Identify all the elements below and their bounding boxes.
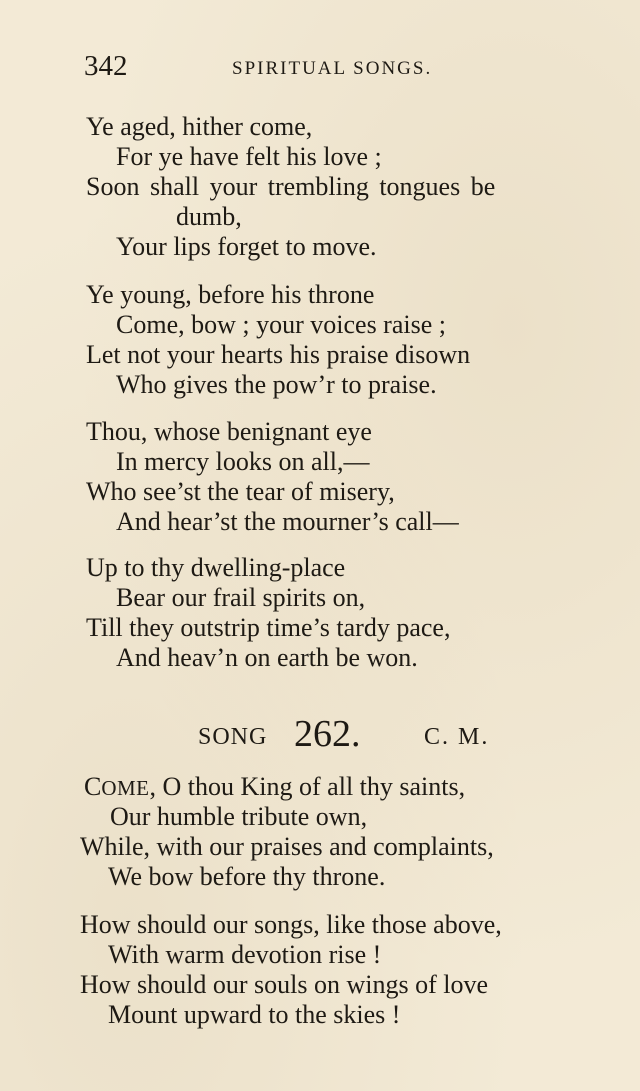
verse-line-first: [84, 772, 465, 803]
verse-line: How should our songs, like those above,: [80, 910, 502, 939]
first-word-smallcaps: OME: [101, 776, 150, 800]
verse-line: While, with our praises and complaints,: [80, 832, 494, 861]
running-head: SPIRITUAL SONGS.: [232, 58, 433, 79]
verse-line: Mount upward to the skies !: [108, 1000, 401, 1029]
verse-line: Let not your hearts his praise disown: [86, 340, 471, 369]
verse-line: And hear’st the mourner’s call—: [116, 507, 459, 536]
verse-line: Till they outstrip time’s tardy pace,: [86, 613, 451, 642]
song-heading: [198, 712, 518, 762]
verse-line: And heav’n on earth be won.: [116, 643, 418, 672]
first-line-rest: , O thou King of all thy saints,: [149, 772, 466, 801]
verse-line: dumb,: [176, 202, 242, 231]
verse-line: We bow before thy throne.: [108, 862, 386, 891]
drop-initial: C: [84, 772, 102, 801]
verse-line: Ye aged, hither come,: [86, 112, 313, 141]
verse-line: How should our souls on wings of love: [80, 970, 489, 999]
verse-line: Who see’st the tear of misery,: [86, 477, 395, 506]
verse-line: With warm devotion rise !: [108, 940, 382, 969]
verse-line: Our humble tribute own,: [110, 802, 368, 831]
page-number: 342: [84, 50, 128, 82]
verse-line: Thou, whose benignant eye: [86, 417, 372, 446]
page-header: [84, 50, 504, 86]
verse-line: Who gives the pow’r to praise.: [116, 370, 437, 399]
verse-line: Come, bow ; your voices raise ;: [116, 310, 446, 339]
verse-line: In mercy looks on all,—: [116, 447, 370, 476]
verse-line: Up to thy dwelling-place: [86, 553, 346, 582]
verse-line: Soon shall your trembling tongues be: [86, 172, 496, 201]
verse-line: For ye have felt his love ;: [116, 142, 382, 171]
song-label: SONG: [198, 724, 268, 750]
song-meter: C. M.: [424, 724, 490, 750]
song-number: 262.: [294, 713, 361, 755]
verse-line: Your lips forget to move.: [116, 232, 377, 261]
verse-line: Bear our frail spirits on,: [116, 583, 366, 612]
verse-line: Ye young, before his throne: [86, 280, 375, 309]
